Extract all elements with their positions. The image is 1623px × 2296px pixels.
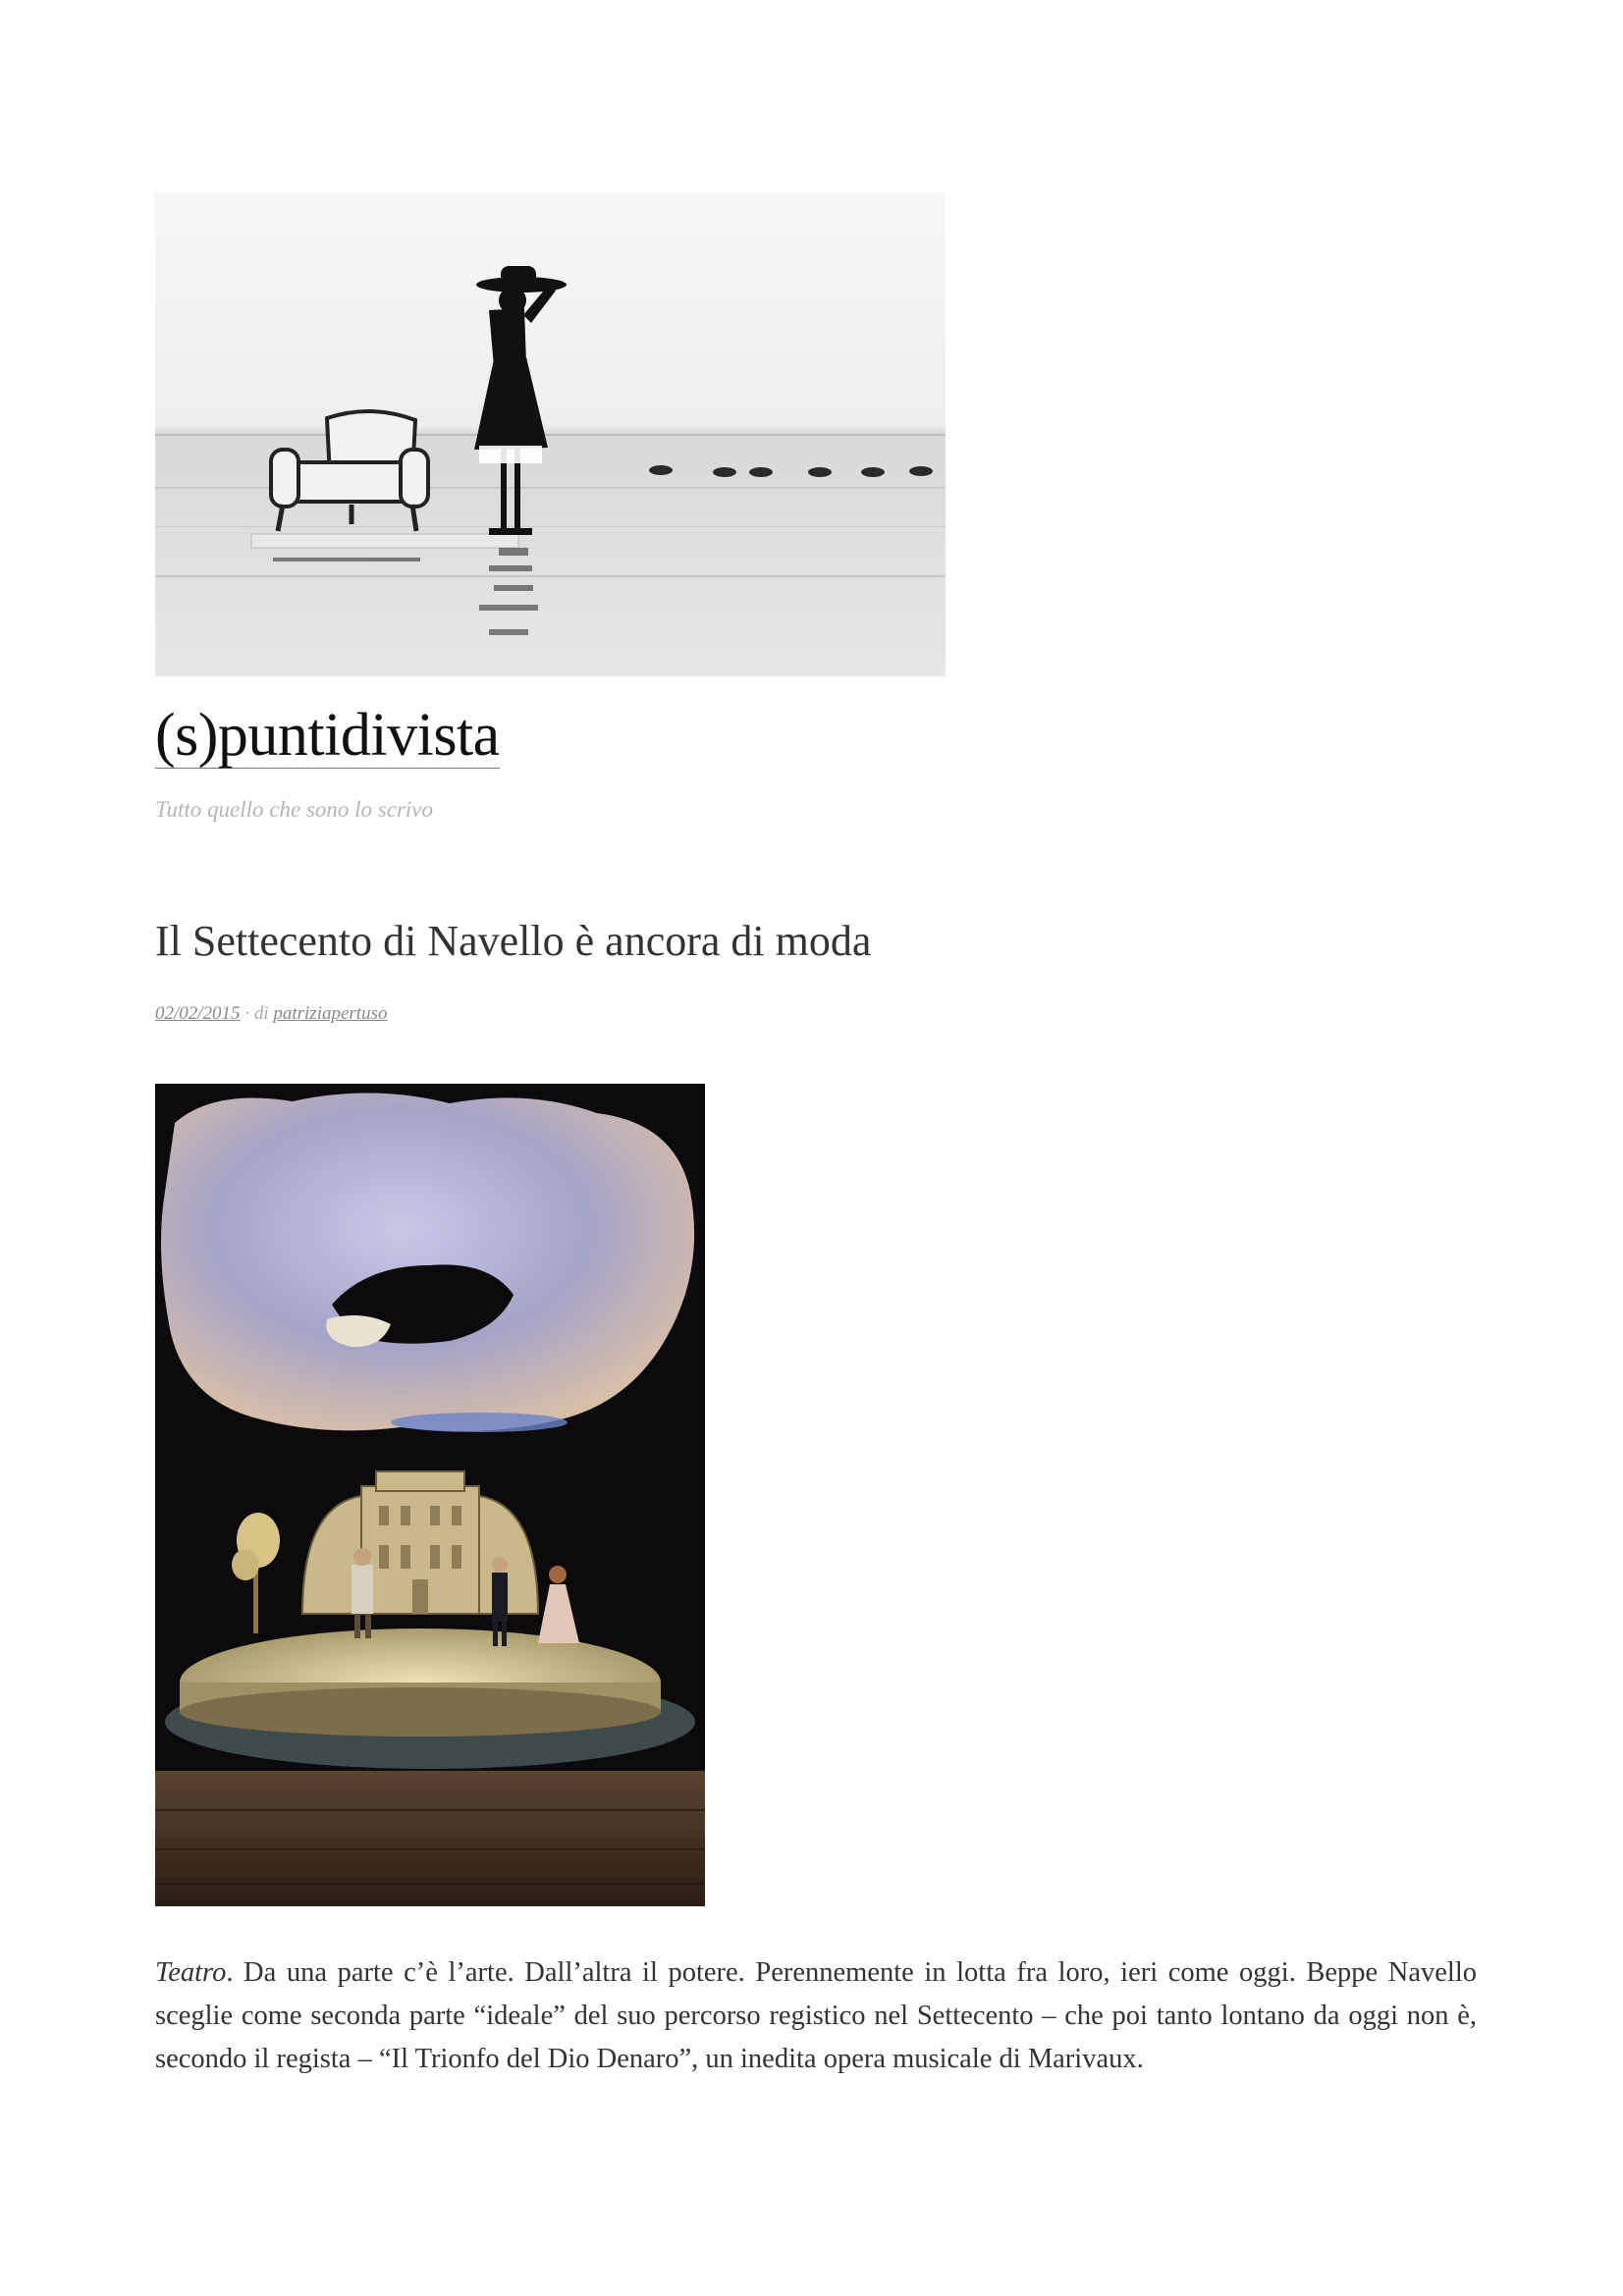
post-meta-separator: · di — [240, 1003, 274, 1024]
site-tagline: Tutto quello che sono lo scrivo — [155, 797, 434, 822]
post-author-link[interactable]: patriziapertuso — [273, 1003, 388, 1024]
post-image[interactable] — [155, 1084, 705, 1906]
header-image[interactable] — [155, 192, 946, 676]
post-body — [155, 1951, 1477, 2081]
post-date-link[interactable]: 02/02/2015 — [155, 1003, 241, 1024]
header-photo — [155, 192, 946, 676]
post-title[interactable]: Il Settecento di Navello è ancora di moda — [155, 917, 872, 965]
post-body-lead: Teatro — [155, 1957, 227, 1988]
post-meta — [155, 1003, 387, 1025]
post-photo — [155, 1084, 705, 1906]
site-title[interactable]: (s)puntidivista — [155, 702, 500, 769]
post-body-text: . Da una parte c’è l’arte. Dall’altra il potere. Perennemente in lotta fra loro, ieri come oggi. Beppe Navello sceglie come seconda parte “ideale” del suo percorso registico nel Settecento – che poi tanto lontano da oggi non è, secondo il regista – “Il Trionfo del Dio Denaro”, un inedita opera musicale di Marivaux. — [155, 1957, 1477, 2074]
